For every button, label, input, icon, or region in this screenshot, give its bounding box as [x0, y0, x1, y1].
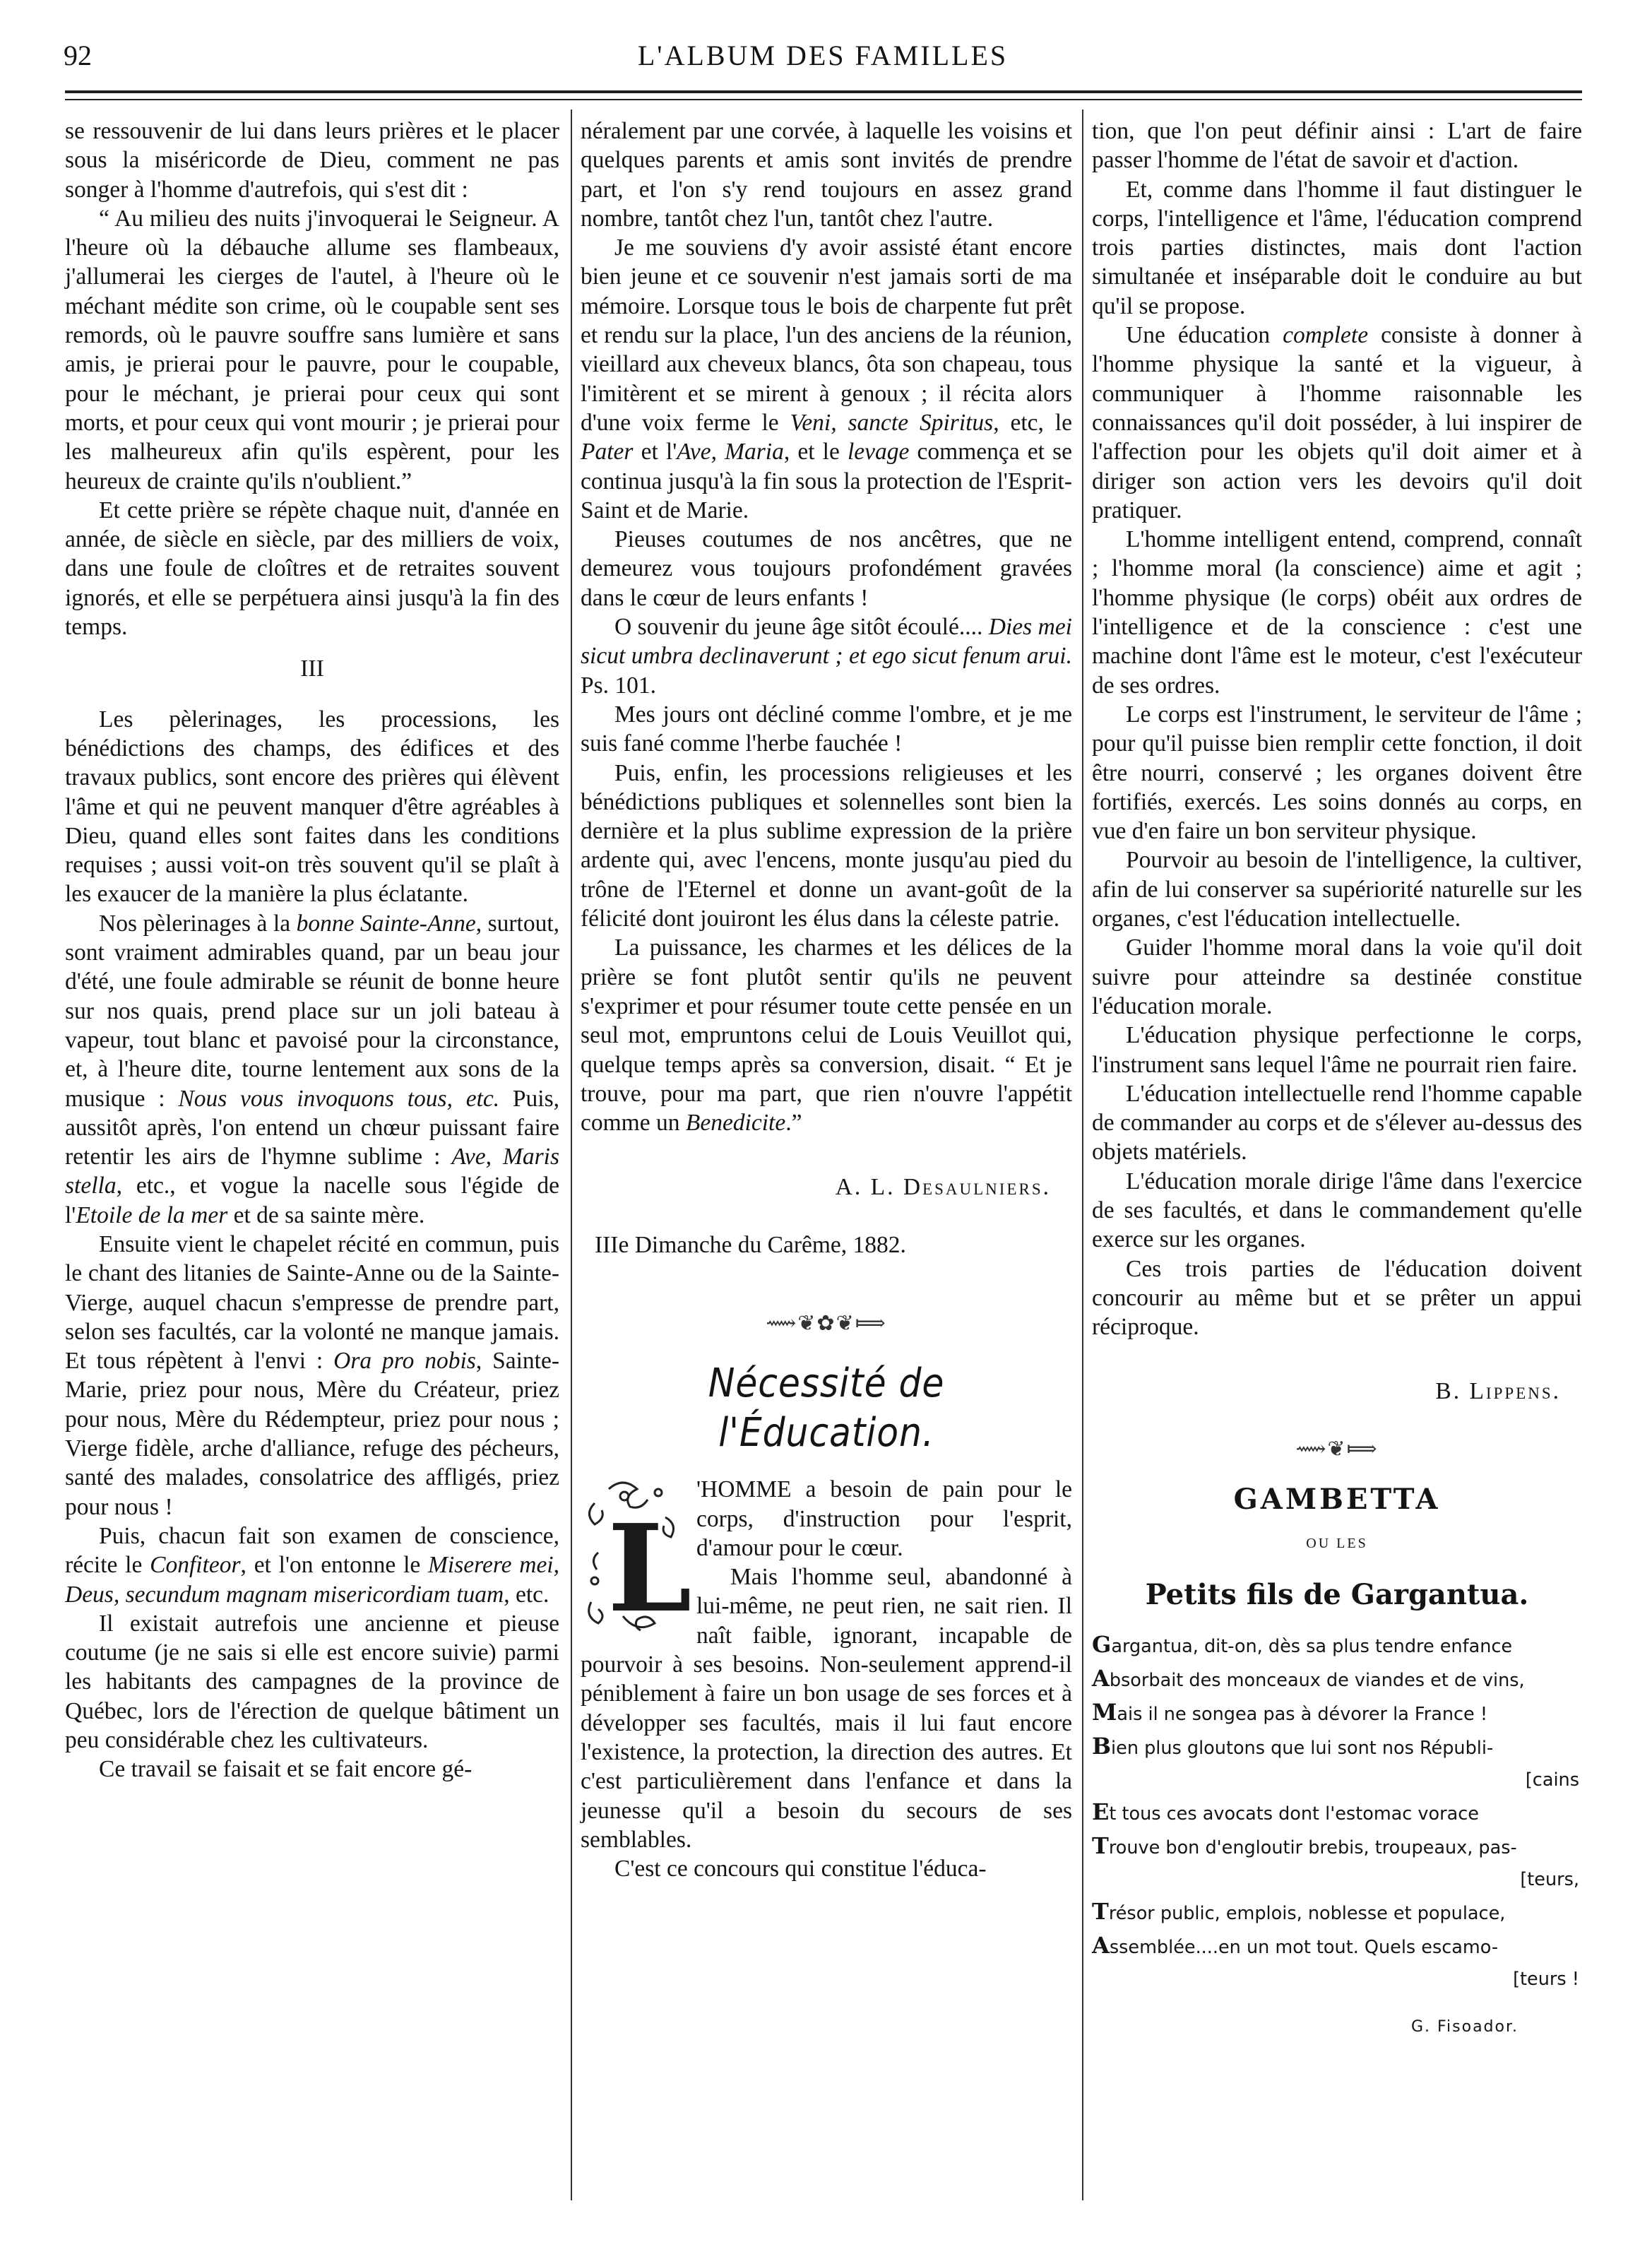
quote-paragraph: “ Au milieu des nuits j'invoquerai le Seigneur. A l'heure où la débauche allume ses flambeaux, j'allumerai les cierges de l'autel, à l'heure où le méchant médite son crime, où le coupable sent ses remords, où le pauvre souffre sans lumière et sans amis, je prierai pour le pauvre, pour le coupable, pour le méchant, je prierai pour ceux qui sont morts, et pour ceux qui vont mourir ; je prierai pour les malheureux afin qu'ils espèrent, pour les heureux de crainte qu'ils n'oublient.”: [65, 205, 559, 494]
poem-subtitle: Petits fils de Gargantua.: [1145, 1577, 1529, 1611]
column-divider-1: [571, 109, 572, 2200]
paragraph: Et cette prière se répète chaque nuit, d'année en année, de siècle en siècle, par des milliers de voix, dans une foule de cloîtres et de retraites souvent ignorés, et elle se perpétuera ainsi jusqu'à la fin des temps.: [65, 497, 559, 641]
page-number: 92: [64, 40, 92, 71]
poem-line-text: ais il ne songea pas à dévorer la France !: [1117, 1703, 1488, 1725]
paragraph: L'éducation physique perfectionne le corps, l'instrument sans lequel l'âme ne pourrait rien faire.: [1092, 1022, 1582, 1078]
paragraph: Une éducation complete consiste à donner à l'homme physique la santé et la vigueur, à communiquer à l'homme raisonnable les connaissances qu'il doit posséder, à lui inspirer de l'affection pour les objets qu'il doit aimer et à diriger son action vers les devoirs qu'il doit pratiquer.: [1092, 322, 1582, 523]
paragraph: néralement par une corvée, à laquelle les voisins et quelques parents et amis sont invités de prendre part, et l'on s'y rend toujours en assez grand nombre, tantôt chez l'un, tantôt chez l'autre.: [581, 118, 1072, 232]
poem-author: G. Fisoador.: [1410, 2017, 1519, 2036]
ornament-divider: ⟿❦⟾: [1295, 1437, 1379, 1461]
acrostic-initial: A: [1092, 1931, 1110, 1959]
ornament-divider: ⟿❦✿❦⟾: [766, 1311, 887, 1335]
paragraph: Il existait autrefois une ancienne et pieuse coutume (je ne sais si elle est encore suivie) parmi les habitants des campagnes de la province de Québec, lors de l'érection de quelque bâtiment un peu considérable chez les cultivateurs.: [65, 1610, 559, 1754]
paragraph: 'HOMME a besoin de pain pour le corps, d'instruction pour l'esprit, d'amour pour le cœur.: [696, 1476, 1072, 1561]
poem-line: [1092, 1629, 1582, 1663]
acrostic-initial: A: [1092, 1664, 1110, 1692]
paragraph: Les pèlerinages, les processions, les bénédictions des champs, des édifices et des travaux publics, sont encore des prières qui élèvent l'âme et qui ne peuvent manquer d'être agréables à Dieu, quand elles sont faites dans les conditions requises ; aussi voit-on très souvent qu'il se plaît à les exaucer de la manière la plus éclatante.: [65, 706, 559, 908]
paragraph: Je me souviens d'y avoir assisté étant encore bien jeune et ce souvenir n'est jamais sorti de ma mémoire. Lorsque tous le bois de charpente fut prêt et rendu sur la place, l'un des anciens de la réunion, vieillard aux cheveux blancs, ôta son chapeau, tous l'imitèrent et se mirent à genoux ; il récita alors d'une voix ferme le Veni, sancte Spiritus, etc, le Pater et l'Ave, Maria, et le levage commença et se continua jusqu'à la fin sous la protection de l'Esprit-Saint et de Marie.: [581, 235, 1072, 523]
article-title: Nécessité de l'Éducation.: [708, 1360, 945, 1457]
paragraph: Mais l'homme seul, abandonné à lui-même, ne peut rien, ne sait rien. Il naît faible, ignorant, incapable de pourvoir à ses besoins. Non-seulement apprend-il péniblement à faire un bon usage de ses forces et à développer ses facultés, mais il lui faut encore l'existence, la protection, la direction des autres. Et c'est particulièrement dans l'enfance et dans la jeunesse qu'il a besoin du secours de ses semblables.: [581, 1564, 1072, 1853]
paragraph: Guider l'homme moral dans la voie qu'il doit suivre pour atteindre sa destinée constitue l'éducation morale.: [1092, 935, 1582, 1019]
poem-line: [1092, 1896, 1582, 1930]
header-rule-thin: [65, 99, 1582, 100]
paragraph: Ce travail se faisait et se fait encore gé-: [99, 1756, 473, 1783]
paragraph: Ces trois parties de l'éducation doivent concourir au même but et se prêter un appui réciproque.: [1092, 1255, 1582, 1341]
paragraph: se ressouvenir de lui dans leurs prières et le placer sous la miséricorde de Dieu, comment ne pas songer à l'homme d'autrefois, qui s'est dit :: [65, 118, 559, 203]
acrostic-initial: G: [1092, 1630, 1112, 1658]
paragraph: Puis, chacun fait son examen de conscience, récite le Confiteor, et l'on entonne le Miserere mei, Deus, secundum magnam misericordiam tuam, etc.: [65, 1522, 559, 1608]
acrostic-initial: B: [1092, 1732, 1112, 1760]
acrostic-initial: E: [1092, 1798, 1110, 1825]
section-heading: III: [300, 656, 324, 682]
paragraph: tion, que l'on peut définir ainsi : L'art de faire passer l'homme de l'état de savoir et d'action.: [1092, 118, 1582, 174]
running-title: L'ALBUM DES FAMILLES: [637, 40, 1009, 71]
dateline: IIIe Dimanche du Carême, 1882.: [595, 1231, 906, 1258]
poem-line: [1092, 1830, 1582, 1864]
poem-line-text: bsorbait des monceaux de viandes et de vins,: [1109, 1669, 1525, 1691]
poem-line: [1092, 1930, 1582, 1964]
paragraph: Nos pèlerinages à la bonne Sainte-Anne, surtout, sont vraiment admirables quand, par un beau jour d'été, une foule admirable se réunit de bonne heure sur nos quais, prend place sur un joli bateau à vapeur, tout blanc et pavoisé pour la circonstance, et, à l'heure dite, tourne lentement aux sons de la musique : Nous vous invoquons tous, etc. Puis, aussitôt après, l'on entend un chœur puissant faire retentir les airs de l'hymne sublime : Ave, Maris stella, etc., et vogue la nacelle sous l'égide de l'Etoile de la mer et de sa sainte mère.: [65, 910, 560, 1228]
paragraph: Mes jours ont décliné comme l'ombre, et je me suis fané comme l'herbe fauchée !: [581, 701, 1072, 757]
author-signature: A. L. Desaulniers.: [835, 1174, 1051, 1201]
paragraph: Ensuite vient le chapelet récité en commun, puis le chant des litanies de Sainte-Anne ou de la Sainte-Vierge, auquel chacun s'empresse de prendre part, selon ses facultés, car la volonté ne manque jamais. Et tous répètent à l'envi : Ora pro nobis, Sainte-Marie, priez pour nous, Mère du Créateur, priez pour nous, Mère du Rédempteur, priez pour nous ; Vierge fidèle, arche d'alliance, refuge des pécheurs, santé des malades, consolatrice des affligés, priez pour nous !: [65, 1230, 559, 1520]
column-2: [581, 117, 1072, 1883]
paragraph: O souvenir du jeune âge sitôt écoulé.... Dies mei sicut umbra declinaverunt ; et ego sicut fenum arui. Ps. 101.: [581, 614, 1072, 699]
poem-line-text: ien plus gloutons que lui sont nos Républi-: [1111, 1737, 1494, 1759]
poem-line-continuation: [teurs,: [1520, 1868, 1579, 1890]
poem-line-text: argantua, dit-on, dès sa plus tendre enfance: [1111, 1635, 1513, 1657]
poem-line: [1092, 1663, 1582, 1697]
page-header: [64, 39, 1582, 81]
paragraph: Et, comme dans l'homme il faut distinguer le corps, l'intelligence et l'âme, l'éducation comprend trois parties distinctes, mais dont l'action simultanée et inséparable doit le conduire au but qu'il se propose.: [1092, 176, 1582, 319]
poem-line: [1092, 1697, 1582, 1731]
author-signature: B. Lippens.: [1435, 1378, 1561, 1405]
paragraph: Pourvoir au besoin de l'intelligence, la cultiver, afin de lui conserver sa supériorité naturelle sur les organes, c'est l'éducation intellectuelle.: [1092, 847, 1582, 932]
poem-line-text: t tous ces avocats dont l'estomac vorace: [1109, 1803, 1479, 1825]
paragraph: L'éducation morale dirige l'âme dans l'exercice de ses facultés, et dans le commandement qu'elle exerce sur les organes.: [1092, 1168, 1582, 1253]
poem-line-text: résor public, emplois, noblesse et populace,: [1108, 1902, 1506, 1924]
acrostic-initial: T: [1092, 1897, 1109, 1925]
dropcap-letter: L: [607, 1498, 692, 1640]
poem-line: [1092, 1796, 1582, 1830]
acrostic-initial: T: [1092, 1832, 1109, 1859]
paragraph: C'est ce concours qui constitue l'éduca-: [614, 1856, 987, 1882]
poem-line-continuation: [cains: [1525, 1769, 1579, 1791]
poem-conjunction: OU LES: [1306, 1536, 1368, 1552]
poem-line-text: rouve bon d'engloutir brebis, troupeaux, pas-: [1108, 1837, 1517, 1858]
acrostic-initial: M: [1092, 1698, 1117, 1726]
paragraph: Pieuses coutumes de nos ancêtres, que ne demeurez vous toujours profondément gravées dans le cœur de leurs enfants !: [581, 526, 1072, 611]
paragraph: Puis, enfin, les processions religieuses et les bénédictions publiques et solennelles sont bien la dernière et la plus sublime expression de la prière ardente qui, avec l'encens, monte jusqu'au pied du trône de l'Eternel et donne un avant-goût de la félicité dont jouiront les élus dans la céleste patrie.: [581, 759, 1072, 932]
poem-line-continuation: [teurs !: [1513, 1968, 1579, 1990]
poem-verses: [1092, 1629, 1582, 2043]
column-3: [1092, 117, 1582, 2043]
paragraph: La puissance, les charmes et les délices de la prière se font plutôt sentir qu'ils ne peuvent s'exprimer et pour résumer toute cette pensée en un seul mot, empruntons celui de Louis Veuillot qui, quelque temps après sa conversion, disait. “ Et je trouve, pour ma part, que rien n'ouvre l'appétit comme un Benedicite.”: [581, 935, 1072, 1137]
paragraph: L'éducation intellectuelle rend l'homme capable de commander au corps et de s'élever au-dessus des objets matériels.: [1092, 1080, 1582, 1166]
header-rule-thick: [65, 90, 1582, 93]
paragraph: L'homme intelligent entend, comprend, connaît ; l'homme moral (la conscience) aime et agit ; l'homme physique (le corps) obéit aux ordres de l'intelligence et de la conscience : c'est une machine dont l'âme est le moteur, c'est l'exécuteur de ses ordres.: [1092, 526, 1582, 699]
column-1: [65, 117, 559, 1784]
paragraph: Le corps est l'instrument, le serviteur de l'âme ; pour qu'il puisse bien remplir cette fonction, il doit être nourri, conservé ; les organes doivent être fortifiés, exercés. Les soins donnés au corps, en vue d'en faire un bon serviteur physique.: [1092, 701, 1582, 845]
poem-title: GAMBETTA: [1233, 1483, 1441, 1517]
dropcap-ornament: [581, 1475, 692, 1641]
poem-line: [1092, 1731, 1582, 1764]
column-divider-2: [1082, 109, 1083, 2200]
poem-line-text: ssemblée....en un mot tout. Quels escamo-: [1109, 1936, 1499, 1958]
